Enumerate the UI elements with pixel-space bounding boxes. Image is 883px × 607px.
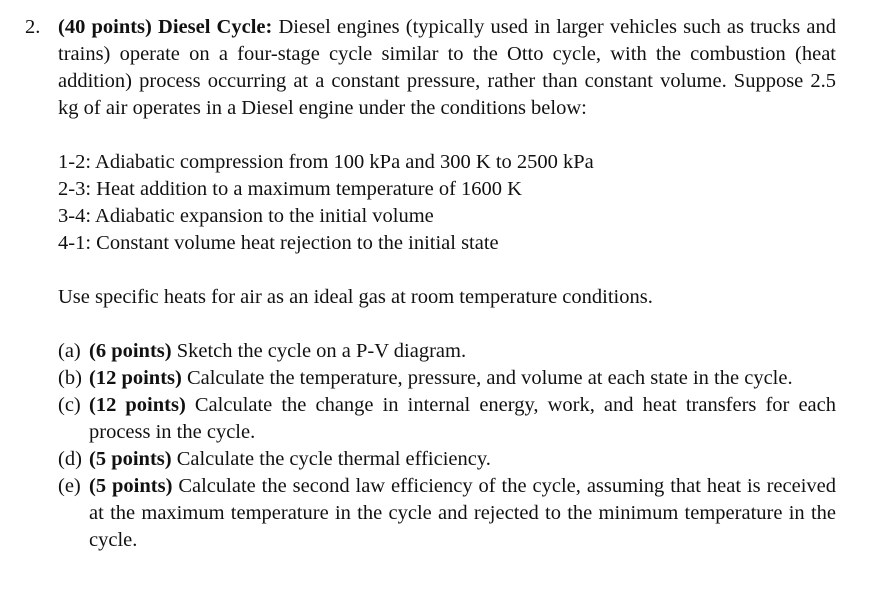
part-d-points: (5 points): [89, 448, 172, 470]
part-b: [58, 365, 836, 392]
state-1-2: 1-2: Adiabatic compression from 100 kPa and 300 K to 2500 kPa: [58, 151, 594, 173]
part-e-text: Calculate the second law efficiency of the cycle, assuming that heat is received at the maximum temperature in the cycle and rejected to the minimum temperature in the cycle.: [89, 475, 836, 551]
state-4-1: 4-1: Constant volume heat rejection to the initial state: [58, 232, 499, 254]
specific-heat-note: Use specific heats for air as an ideal gas at room temperature conditions.: [58, 286, 653, 308]
part-d-text: Calculate the cycle thermal efficiency.: [176, 448, 491, 470]
part-a-label: (a): [58, 340, 81, 362]
part-e: [58, 473, 836, 554]
problem-2: [0, 14, 883, 554]
part-c-text: Calculate the change in internal energy, work, and heat transfers for each process in the cycle.: [89, 394, 836, 443]
part-a-points: (6 points): [89, 340, 172, 362]
part-c-points: (12 points): [89, 394, 186, 416]
part-d-label: (d): [58, 448, 82, 470]
part-a: [58, 338, 836, 365]
state-2-3: 2-3: Heat addition to a maximum temperature of 1600 K: [58, 178, 522, 200]
part-e-label: (e): [58, 475, 81, 497]
problem-points: (40 points): [58, 16, 152, 38]
state-3-4: 3-4: Adiabatic expansion to the initial volume: [58, 205, 434, 227]
parts-list: [58, 338, 836, 554]
part-c: [58, 392, 836, 446]
state-list: [58, 149, 883, 257]
problem-intro-text: Diesel engines (typically used in larger vehicles such as trucks and trains) operate on a four-stage cycle similar to the Otto cycle, with the combustion (heat addition) process occurring at a constant pressure, rather than constant volume. Suppose 2.5 kg of air operates in a Diesel engine under the conditions below:: [58, 16, 836, 119]
part-a-text: Sketch the cycle on a P-V diagram.: [176, 340, 467, 362]
problem-title: Diesel Cycle:: [158, 16, 273, 38]
part-c-label: (c): [58, 394, 81, 416]
problem-intro-row: [25, 14, 836, 122]
part-b-points: (12 points): [89, 367, 182, 389]
part-b-label: (b): [58, 367, 82, 389]
part-e-points: (5 points): [89, 475, 173, 497]
problem-number: 2.: [25, 16, 41, 38]
part-b-text: Calculate the temperature, pressure, and volume at each state in the cycle.: [186, 367, 793, 389]
problem-intro: [58, 14, 836, 122]
part-d: [58, 446, 836, 473]
